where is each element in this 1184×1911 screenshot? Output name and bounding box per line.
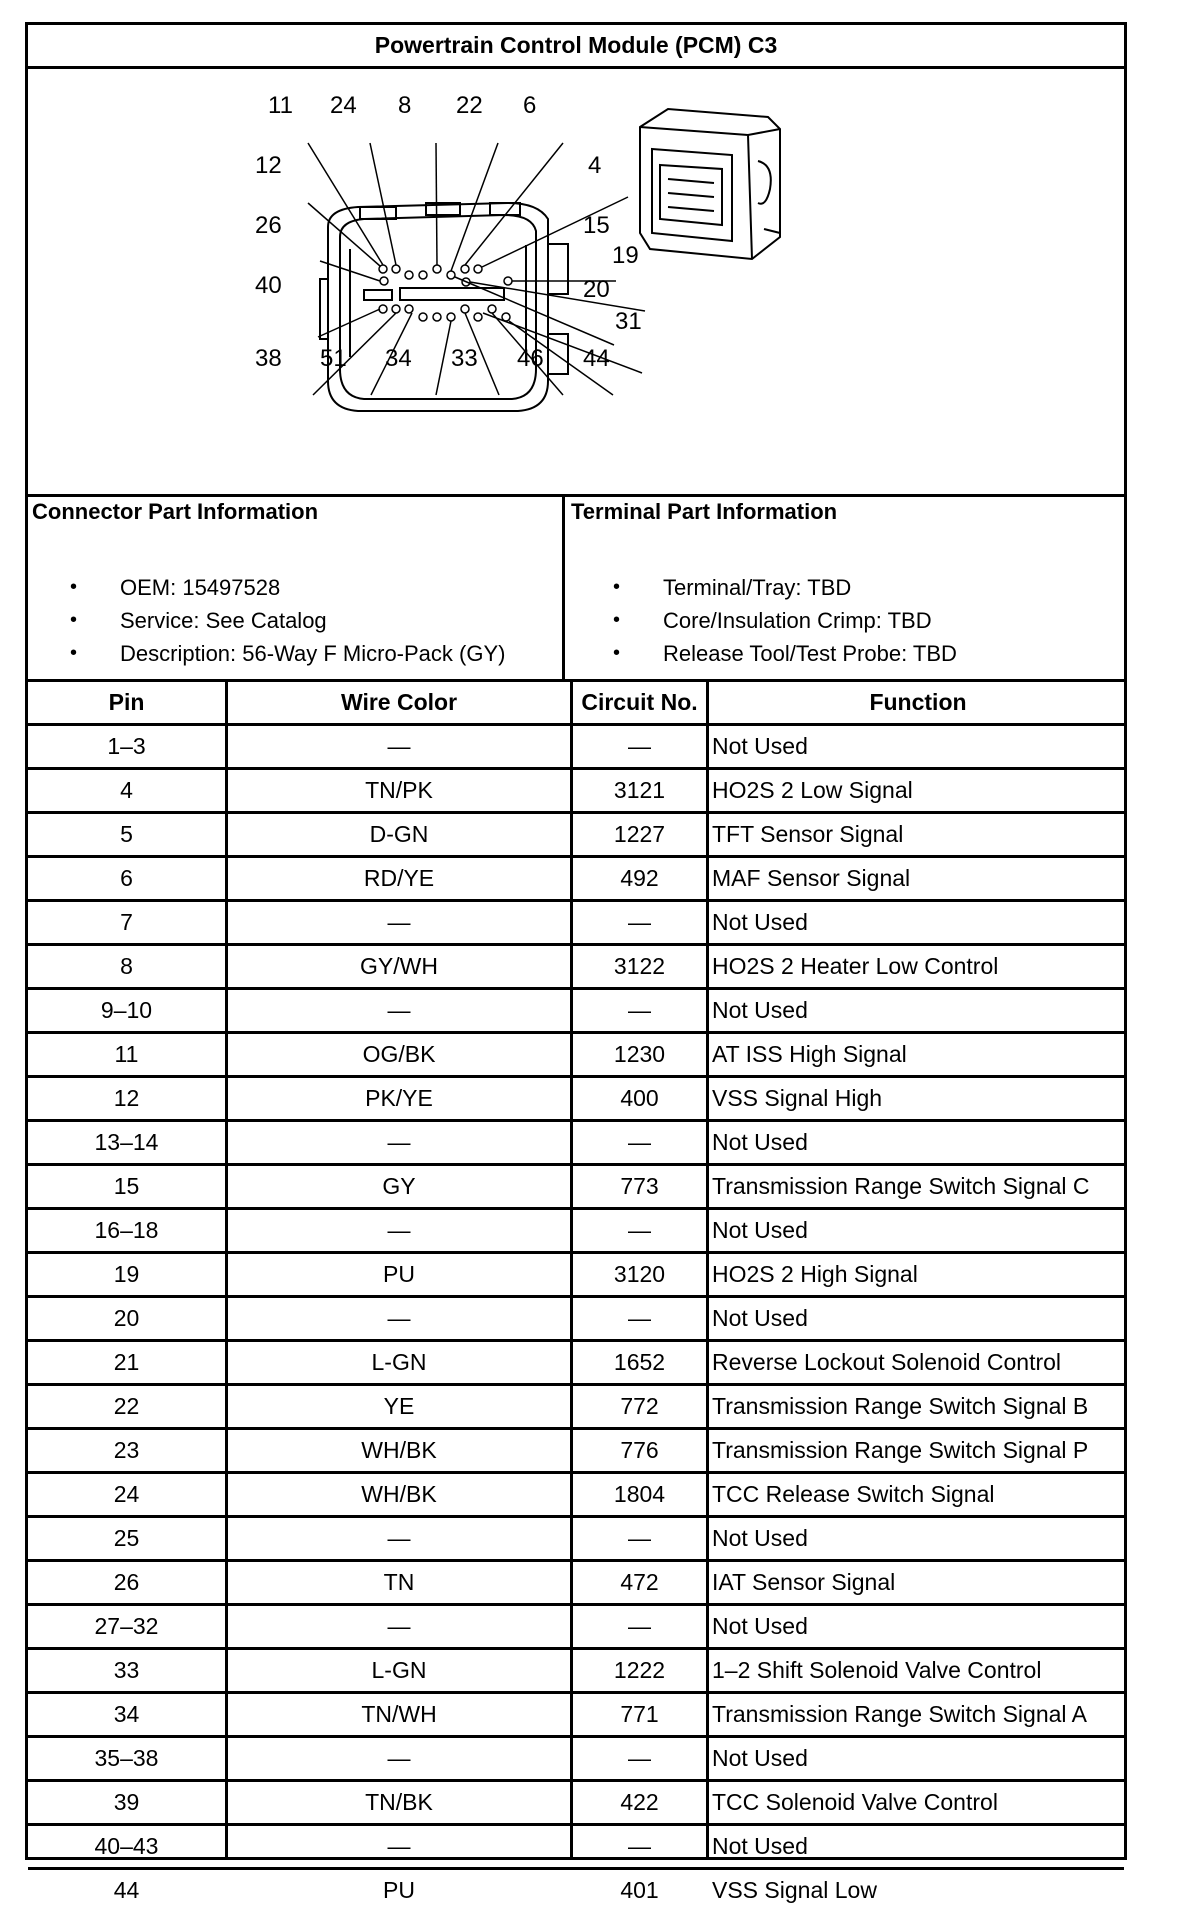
table-row <box>28 770 1124 814</box>
page-title: Powertrain Control Module (PCM) C3 <box>374 32 778 58</box>
circuit-cell: 400 <box>620 1085 659 1111</box>
function-cell: VSS Signal High <box>712 1085 883 1111</box>
function-cell: Not Used <box>712 1833 808 1859</box>
header-wire-color: Wire Color <box>340 689 458 715</box>
wire-color-cell: GY <box>382 1173 416 1199</box>
pin-cell: 22 <box>113 1393 140 1419</box>
pin-cell: 21 <box>113 1349 140 1375</box>
pin-cell: 20 <box>113 1305 140 1331</box>
terminal-info-list <box>613 571 957 670</box>
circuit-cell: 1227 <box>613 821 666 847</box>
function-cell: Not Used <box>712 1217 808 1243</box>
pin-callout-label: 6 <box>523 92 537 119</box>
function-cell: Reverse Lockout Solenoid Control <box>712 1349 1062 1375</box>
wire-color-cell: — <box>387 1613 411 1639</box>
function-cell: TCC Release Switch Signal <box>712 1481 995 1507</box>
circuit-cell: — <box>628 909 651 935</box>
wire-color-cell: WH/BK <box>361 1437 437 1463</box>
circuit-cell: 3120 <box>613 1261 666 1287</box>
header-circuit: Circuit No. <box>581 689 698 715</box>
table-row <box>28 1518 1124 1562</box>
table-body <box>28 726 1124 1911</box>
table-row <box>28 814 1124 858</box>
wire-color-cell: — <box>387 1305 411 1331</box>
function-cell: Not Used <box>712 733 808 759</box>
header-pin: Pin <box>108 689 145 715</box>
circuit-cell: — <box>628 1217 651 1243</box>
wire-color-cell: RD/YE <box>363 865 435 891</box>
wire-color-cell: WH/BK <box>361 1481 437 1507</box>
pin-callout-label: 44 <box>583 345 610 372</box>
function-cell: HO2S 2 Low Signal <box>712 777 913 803</box>
wire-color-cell: OG/BK <box>362 1041 436 1067</box>
list-item: • Release Tool/Test Probe: TBD <box>613 637 957 670</box>
table-row <box>28 1122 1124 1166</box>
pin-cell: 7 <box>120 909 133 935</box>
table-row <box>28 1474 1124 1518</box>
function-cell: 1–2 Shift Solenoid Valve Control <box>712 1657 1042 1683</box>
table-row <box>28 1298 1124 1342</box>
function-cell: Not Used <box>712 997 808 1023</box>
table-row <box>28 1430 1124 1474</box>
pin-cell: 1–3 <box>107 733 146 759</box>
pin-callout-label: 40 <box>255 272 282 299</box>
pin-callout-label: 46 <box>517 345 544 372</box>
connector-info-heading: Connector Part Information <box>32 499 319 524</box>
circuit-cell: 1804 <box>613 1481 666 1507</box>
function-cell: AT ISS High Signal <box>712 1041 907 1067</box>
function-cell: Not Used <box>712 909 808 935</box>
table-row <box>28 1254 1124 1298</box>
divider <box>562 497 565 679</box>
wire-color-cell: TN/WH <box>361 1701 437 1727</box>
function-cell: Not Used <box>712 1305 808 1331</box>
table-row <box>28 858 1124 902</box>
function-cell: Transmission Range Switch Signal A <box>712 1701 1087 1727</box>
connector-info-list <box>70 571 505 670</box>
pin-cell: 44 <box>113 1877 140 1903</box>
function-cell: Transmission Range Switch Signal B <box>712 1393 1089 1419</box>
circuit-cell: 3122 <box>613 953 666 979</box>
circuit-cell: — <box>628 733 651 759</box>
connector-sheet <box>25 22 1127 1903</box>
divider <box>28 494 1124 497</box>
terminal-info-heading: Terminal Part Information <box>571 499 838 524</box>
list-item: • Terminal/Tray: TBD <box>613 571 957 604</box>
pin-cell: 34 <box>113 1701 140 1727</box>
wire-color-cell: TN/PK <box>365 777 433 803</box>
pinout-table <box>28 682 1124 1911</box>
table-row <box>28 1870 1124 1911</box>
pin-callout-label: 38 <box>255 345 282 372</box>
pin-callout-label: 22 <box>456 92 483 119</box>
pin-callout-label: 51 <box>320 345 347 372</box>
wire-color-cell: GY/WH <box>360 953 438 979</box>
circuit-cell: 422 <box>620 1789 659 1815</box>
circuit-cell: 401 <box>620 1877 659 1903</box>
pin-cell: 13–14 <box>94 1129 159 1155</box>
circuit-cell: — <box>628 1129 651 1155</box>
pin-cell: 8 <box>120 953 133 979</box>
table-row <box>28 990 1124 1034</box>
wire-color-cell: — <box>387 997 411 1023</box>
table-header-row <box>28 682 1124 726</box>
wire-color-cell: — <box>387 1525 411 1551</box>
pin-cell: 5 <box>120 821 133 847</box>
function-cell: IAT Sensor Signal <box>712 1569 896 1595</box>
wire-color-cell: — <box>387 1833 411 1859</box>
pin-cell: 40–43 <box>94 1833 159 1859</box>
pin-callout-label: 11 <box>268 92 293 119</box>
circuit-cell: 1230 <box>613 1041 666 1067</box>
circuit-cell: 776 <box>620 1437 659 1463</box>
circuit-cell: 773 <box>620 1173 659 1199</box>
table-row <box>28 1738 1124 1782</box>
pin-cell: 39 <box>113 1789 140 1815</box>
wire-color-cell: — <box>387 909 411 935</box>
pin-cell: 19 <box>113 1261 140 1287</box>
function-cell: Not Used <box>712 1745 808 1771</box>
pin-callout-label: 34 <box>385 345 412 372</box>
wire-color-cell: L-GN <box>371 1657 427 1683</box>
function-cell: HO2S 2 Heater Low Control <box>712 953 999 979</box>
wire-color-cell: — <box>387 733 411 759</box>
pin-cell: 23 <box>113 1437 140 1463</box>
circuit-cell: 472 <box>620 1569 659 1595</box>
wire-color-cell: PU <box>383 1877 415 1903</box>
table-row <box>28 1078 1124 1122</box>
wire-color-cell: YE <box>383 1393 415 1419</box>
pin-callout-label: 19 <box>612 242 639 269</box>
table-row <box>28 726 1124 770</box>
function-cell: Transmission Range Switch Signal C <box>712 1173 1090 1199</box>
circuit-cell: — <box>628 1305 651 1331</box>
table-row <box>28 1606 1124 1650</box>
function-cell: VSS Signal Low <box>712 1877 877 1903</box>
pin-callout-label: 26 <box>255 212 282 239</box>
pin-callout-label: 24 <box>330 92 357 119</box>
pin-callout-label: 15 <box>583 212 610 239</box>
pin-cell: 11 <box>114 1041 139 1067</box>
circuit-cell: 3121 <box>613 777 666 803</box>
function-cell: Transmission Range Switch Signal P <box>712 1437 1089 1463</box>
wire-color-cell: — <box>387 1217 411 1243</box>
table-row <box>28 1782 1124 1826</box>
wire-color-cell: TN/BK <box>365 1789 433 1815</box>
table-row <box>28 1694 1124 1738</box>
function-cell: Not Used <box>712 1525 808 1551</box>
pin-cell: 15 <box>113 1173 140 1199</box>
pin-cell: 26 <box>113 1569 140 1595</box>
pin-cell: 16–18 <box>94 1217 159 1243</box>
table-row <box>28 1342 1124 1386</box>
table-row <box>28 1034 1124 1078</box>
function-cell: HO2S 2 High Signal <box>712 1261 918 1287</box>
pin-cell: 27–32 <box>94 1613 159 1639</box>
wire-color-cell: — <box>387 1745 411 1771</box>
list-item: • Service: See Catalog <box>70 604 505 637</box>
wire-color-cell: TN <box>383 1569 415 1595</box>
pin-cell: 9–10 <box>100 997 153 1023</box>
table-row <box>28 1386 1124 1430</box>
header-function: Function <box>869 689 967 715</box>
pin-cell: 24 <box>113 1481 140 1507</box>
pin-callout-label: 33 <box>451 345 478 372</box>
pin-cell: 35–38 <box>94 1745 159 1771</box>
table-row <box>28 1826 1124 1870</box>
list-item: • OEM: 15497528 <box>70 571 505 604</box>
list-item: • Core/Insulation Crimp: TBD <box>613 604 957 637</box>
connector-diagram <box>28 69 1124 494</box>
function-cell: TFT Sensor Signal <box>712 821 904 847</box>
wire-color-cell: — <box>387 1129 411 1155</box>
table-row <box>28 946 1124 990</box>
circuit-cell: — <box>628 997 651 1023</box>
circuit-cell: — <box>628 1745 651 1771</box>
pin-callout-label: 12 <box>255 152 282 179</box>
circuit-cell: — <box>628 1613 651 1639</box>
circuit-cell: — <box>628 1525 651 1551</box>
circuit-cell: 772 <box>620 1393 659 1419</box>
function-cell: TCC Solenoid Valve Control <box>712 1789 998 1815</box>
table-row <box>28 902 1124 946</box>
wire-color-cell: D-GN <box>369 821 429 847</box>
table-row <box>28 1650 1124 1694</box>
pin-callout-label: 4 <box>588 152 602 179</box>
list-item: • Description: 56-Way F Micro-Pack (GY) <box>70 637 505 670</box>
circuit-cell: 1222 <box>613 1657 666 1683</box>
pin-cell: 12 <box>113 1085 140 1111</box>
pin-callout-label: 20 <box>583 276 610 303</box>
wire-color-cell: PK/YE <box>365 1085 433 1111</box>
wire-color-cell: L-GN <box>371 1349 427 1375</box>
pin-cell: 33 <box>113 1657 140 1683</box>
pin-callout-label: 8 <box>398 92 412 119</box>
circuit-cell: — <box>628 1833 651 1859</box>
table-row <box>28 1210 1124 1254</box>
pin-callout-label: 31 <box>615 308 642 335</box>
function-cell: Not Used <box>712 1613 808 1639</box>
circuit-cell: 1652 <box>613 1349 666 1375</box>
table-row <box>28 1562 1124 1606</box>
pin-cell: 4 <box>120 777 133 803</box>
function-cell: MAF Sensor Signal <box>712 865 911 891</box>
circuit-cell: 771 <box>620 1701 659 1727</box>
pin-cell: 6 <box>120 865 133 891</box>
wire-color-cell: PU <box>383 1261 415 1287</box>
pin-cell: 25 <box>113 1525 140 1551</box>
circuit-cell: 492 <box>620 865 659 891</box>
function-cell: Not Used <box>712 1129 808 1155</box>
table-row <box>28 1166 1124 1210</box>
